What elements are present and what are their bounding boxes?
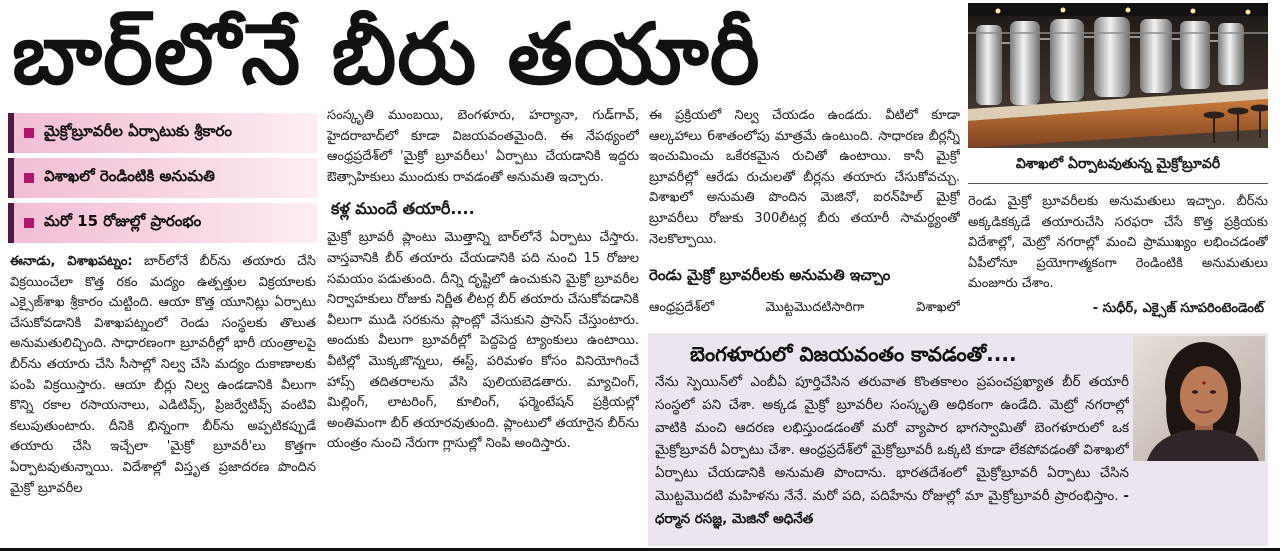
body-text: సంస్కృతి ముంబయి, బెంగళూరు, హర్యానా, గుడ్‌గావ్, హైదరాబాద్‌లో కూడా విజయవంతమైంది. ఈ నేపథ్యంలో ఆంధ్రప్రదేశ్‌లో 'మైక్రో బ్రూవరీలు' ఏర్పాటు చేయడానికి ఇద్దరు ఔత్సాహికులు ముందుకు రావడంతో అనుమతి ఇచ్చారు. <box>327 108 639 185</box>
lead-line: ఆంధ్రప్రదేశ్‌లో మొట్టమొదటిసారిగా విశాఖలో <box>649 300 960 316</box>
box-text: నేను స్పెయిన్‌లో ఎంబీఏ పూర్తిచేసిన తరువాత కొంతకాలం ప్రపంచప్రఖ్యాత బీర్ తయారీ సంస్థలో పని చేశా. అక్కడ మైక్రో బ్రూవరీల సంస్కృతి అధికంగా ఉండేది. మెట్రో నగరాల్లో వాటికి మంచి ఆదరణ లభిస్తుండడంతో మరో వ్యాపార భాగస్వామితో బెంగళూరులో ఒక మైక్రోబ్రూవరీ ఏర్పాటు చేశా. ఆంధ్రప్రదేశ్‌లో మైక్రోబ్రూవరీ ఒక్కటి కూడా లేకపోవడంతో విశాఖలో ఏర్పాటు చేయడానికి అనుమతి పొందాను. భారతదేశంలో మైక్రోబ్రూవరీ ఏర్పాటు చేసిన మొట్టమొదటి మహిళను నేనే. మరో పది, పదిహేను రోజుల్లో మా మైక్రోబ్రూవరీ ప్రారంభిస్తాం. <box>655 374 1129 504</box>
highlight-text: విశాఖలో రెండింటికి అనుమతి <box>44 167 215 185</box>
face <box>1180 366 1228 426</box>
subheading: కళ్ల ముందే తయారీ.... <box>331 199 475 219</box>
sidebar-box <box>648 333 1268 546</box>
article-column-1 <box>10 252 316 546</box>
highlight-text: మైక్రోబ్రూవరీల ఏర్పాటుకు శ్రీకారం <box>44 122 233 140</box>
box-attribution: - ధర్మాన రసజ్ఞ, మెజినో అధినేత <box>655 487 1129 527</box>
box-heading: బెంగళూరులో విజయవంతం కావడంతో.... <box>690 342 1017 366</box>
quote-attribution: - సుధీర్, ఎక్సైజ్ సూపరింటెండెంట్ <box>1092 300 1264 316</box>
article-column-3 <box>649 106 960 328</box>
dateline: ఈనాడు, విశాఖపట్నం: <box>10 254 133 269</box>
portrait-photo-image <box>1133 336 1265 461</box>
square-bullet-icon <box>24 173 34 183</box>
highlight-item <box>8 113 318 153</box>
body-text: బార్‌లోనే బీర్‌ను తయారు చేసి విక్రయించేలా కొత్త రకం మద్యం ఉత్పత్తుల విక్రయాలకు ఎక్సైజ్‌శాఖ శ్రీకారం చుట్టింది. ఆయా కొత్త యూనిట్లు ఏర్పాటు చేసుకోవడానికి విశాఖపట్నంలో రెండు సంస్థలకు తొలుత అనుమతులిచ్చింది. సాధారణంగా బ్రూవరీల్లో భారీ యంత్రాలపై బీర్‌ను తయారు చేసి సీసాల్లో నిల్వ చేసి మద్యం దుకాణాలకు పంపి విక్రయిస్తారు. ఆయా బీర్లు నిల్వ ఉండడానికి వీలుగా కొన్ని రకాల రసాయనాలు, ఎడిటివ్స్, ప్రిజర్వేటివ్స్ వంటివి కలుపుతుంటారు. దీనికి భిన్నంగా బీర్‌ను అప్పటికప్పుడే తయారు చేసి ఇచ్చేలా 'మైక్రో బ్రూవరీ'లు కొత్తగా ఏర్పాటవుతున్నాయి. విదేశాల్లో విస్తృత ప్రజాదరణ పొందిన మైక్రో బ్రూవరీల <box>10 254 316 496</box>
portrait-photo <box>1133 336 1265 461</box>
box-body <box>655 371 1129 543</box>
official-quote <box>968 192 1268 328</box>
highlight-item <box>8 158 318 198</box>
body-text: మైక్రో బ్రూవరీ ప్లాంటు మొత్తాన్ని బార్‌లోనే ఏర్పాటు చేస్తారు. వాస్తవానికి బీర్ తయారు చేయడానికి పది నుంచి 15 రోజుల సమయం పడుతుంది. దీన్ని దృష్టిలో ఉంచుకుని మైక్రో బ్రూవరీల నిర్వాహకులు రోజుకు నిర్ణీత లీటర్ల బీర్ తయారు చేసుకోవడానికి వీలుగా ముడి సరకును ప్లాంట్లో వేసుకుని ప్రాసెస్ చేస్తుంటారు. అందుకు వీలుగా బ్రూవరీల్లో పెద్దపెద్ద ట్యాంకులు ఉంటాయి. వీటిల్లో మొక్కజొన్నలు, ఈస్ట్, పరిమళం కోసం వినియోగించే హాప్స్ తదితరాలను వేసి పులియబెడతారు. మ్యాచింగ్, మిల్లింగ్, లాటరింగ్, కూలింగ్, ఫర్మెంటేషన్ ప్రక్రియల్లో అంతిమంగా బీర్ తయారవుతుంది. ప్లాంటులో తయారైన బీర్‌ను యంత్రం నుంచి నేరుగా గ్లాసుల్లో నింపి అందిస్తారు. <box>327 230 639 452</box>
article-column-2 <box>327 106 639 546</box>
caption-divider <box>968 183 1268 184</box>
brewery-photo <box>968 3 1268 148</box>
headline: బార్‌లోనే బీరు తయారీ <box>12 5 761 103</box>
subheading: రెండు మైక్రో బ్రూవరీలకు అనుమతి ఇచ్చాం <box>649 266 891 285</box>
photo-caption: విశాఖలో ఏర్పాటవుతున్న మైక్రోబ్రూవరీ <box>1015 156 1221 172</box>
square-bullet-icon <box>24 128 34 138</box>
brewery-photo-image <box>968 3 1268 148</box>
body-text: ఈ ప్రక్రియలో నిల్వ చేయడం ఉండదు. వీటిలో కూడా ఆల్కహాలు 6శాతంలోపు మాత్రమే ఉంటుంది. సాధారణ బీర్లన్నీ ఇంచుమించు ఒకేరకమైన రుచితో ఉంటాయి. కానీ మైక్రో బ్రూవరీల్లో ఆరేడు రుచులతో బీర్లను తయారు చేసుకోవచ్చు. విశాఖలో అనుమతి పొందిన మెజినో, ఐరన్‌హిల్ మైక్రో బ్రూవరీలు రోజుకు 300లీటర్ల బీరు తయారీ సామర్థ్యంతో నెలకొల్పాయి. <box>649 108 960 247</box>
square-bullet-icon <box>24 218 34 228</box>
highlight-item <box>8 203 318 243</box>
quote-text: రెండు మైక్రో బ్రూవరీలకు అనుమతులు ఇచ్చాం. బీర్‌ను అక్కడికక్కడే తయారుచేసి సరఫరా చేసే కొత్త ప్రక్రియకు విదేశాల్లో, మెట్రో నగరాల్లో మంచి ప్రాముఖ్యం లభించడంతో ఏపీలోనూ ప్రయోగాత్మకంగా రెండింటికి అనుమతులు మంజూరు చేశాం. <box>968 194 1268 292</box>
highlights-box <box>8 113 318 247</box>
highlight-text: మరో 15 రోజుల్లో ప్రారంభం <box>44 212 202 230</box>
